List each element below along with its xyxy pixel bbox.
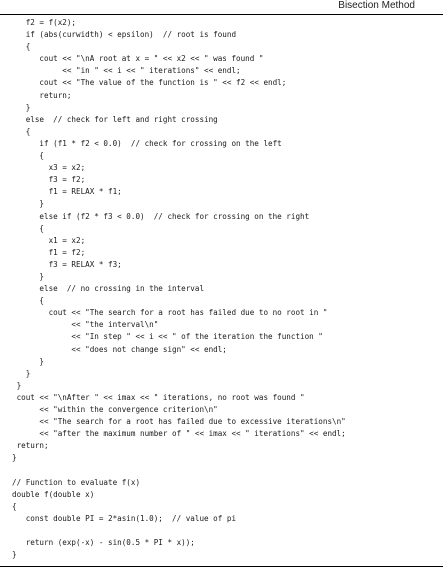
- code-line: }: [12, 368, 31, 378]
- code-line: f1 = RELAX * f1;: [12, 187, 122, 197]
- code-line: }: [12, 271, 45, 281]
- header-divider: [0, 14, 443, 15]
- code-line: {: [12, 296, 45, 306]
- code-line: cout << "\nAfter " << imax << " iterations, no root was found ": [12, 392, 305, 402]
- code-line: << "in " << i << " iterations" << endl;: [12, 66, 241, 76]
- code-line: return;: [12, 90, 72, 100]
- code-line: cout << "The value of the function is " << f2 << endl;: [12, 78, 287, 88]
- code-line: << "within the convergence criterion\n": [12, 405, 218, 414]
- code-line: else // no crossing in the interval: [12, 284, 205, 294]
- code-line: {: [12, 126, 31, 136]
- code-line: }: [12, 199, 45, 209]
- code-line: x3 = x2;: [12, 163, 86, 173]
- code-line: cout << "\nA root at x = " << x2 << " was found ": [12, 54, 264, 64]
- code-line: {: [12, 151, 45, 161]
- code-line: x1 = x2;: [12, 235, 86, 245]
- code-line: f3 = RELAX * f3;: [12, 259, 122, 269]
- code-line: else if (f2 * f3 < 0.0) // check for crossing on the right: [12, 211, 310, 221]
- code-line: }: [12, 550, 17, 560]
- code-line: << "after the maximum number of " << imax << " iterations" << endl;: [12, 429, 346, 439]
- code-listing: [12, 17, 440, 561]
- code-line: if (f1 * f2 < 0.0) // check for crossing on the left: [12, 138, 282, 148]
- footer-divider: [0, 566, 443, 567]
- code-line: f3 = f2;: [12, 175, 86, 185]
- code-line: f1 = f2;: [12, 247, 86, 257]
- code-line: const double PI = 2*asin(1.0); // value of pi: [12, 513, 237, 523]
- code-line: if (abs(curwidth) < epsilon) // root is found: [12, 30, 237, 40]
- code-line: << "does not change sign" << endl;: [12, 344, 227, 354]
- code-line: {: [12, 42, 31, 52]
- code-line: {: [12, 501, 17, 511]
- code-line: [12, 525, 440, 537]
- code-line: return;: [12, 441, 49, 451]
- code-line: // Function to evaluate f(x): [12, 477, 141, 487]
- page-header-title: Bisection Method: [338, 0, 415, 11]
- code-line: << "the interval\n": [12, 320, 159, 330]
- code-line: << "In step " << i << " of the iteration the function ": [12, 332, 323, 342]
- code-line: }: [12, 453, 17, 463]
- code-line: }: [12, 102, 31, 112]
- code-line: else // check for left and right crossing: [12, 114, 218, 124]
- code-line: }: [12, 356, 45, 366]
- code-line: return (exp(-x) - sin(0.5 * PI * x));: [12, 538, 195, 548]
- code-line: }: [12, 380, 22, 390]
- code-line: [12, 464, 440, 476]
- code-line: f2 = f(x2);: [12, 18, 77, 27]
- code-line: << "The search for a root has failed due to excessive iterations\n": [12, 417, 346, 427]
- code-line: {: [12, 223, 45, 233]
- code-line: cout << "The search for a root has failed due to no root in ": [12, 308, 328, 318]
- code-line: double f(double x): [12, 489, 95, 499]
